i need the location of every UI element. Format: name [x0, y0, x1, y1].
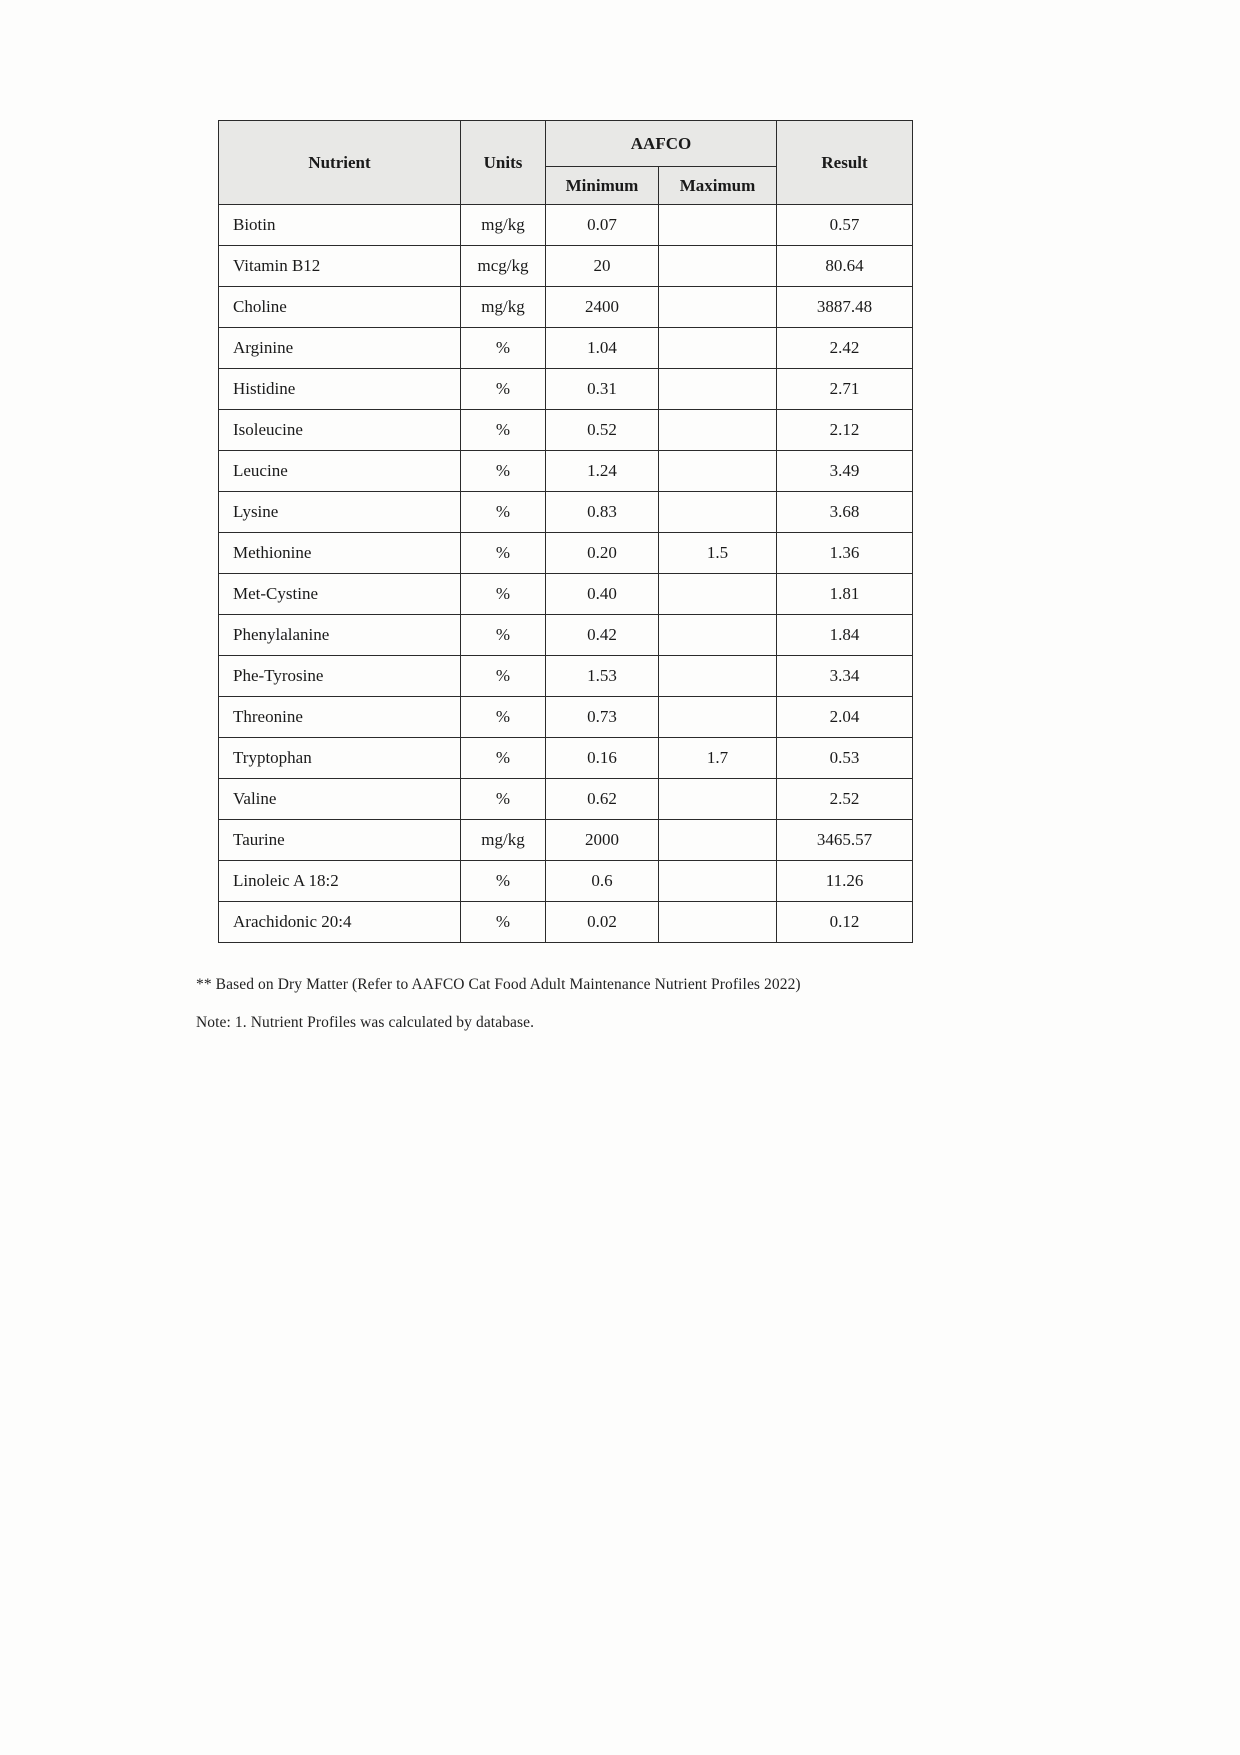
- table-row: [219, 574, 913, 615]
- table-row: [219, 205, 913, 246]
- cell-maximum: [659, 656, 777, 697]
- cell-nutrient: Choline: [219, 287, 461, 328]
- cell-result: 2.71: [777, 369, 913, 410]
- table-row: [219, 287, 913, 328]
- cell-minimum: 1.04: [546, 328, 659, 369]
- col-header-units: Units: [461, 121, 546, 205]
- cell-maximum: [659, 574, 777, 615]
- cell-nutrient: Linoleic A 18:2: [219, 861, 461, 902]
- cell-maximum: 1.7: [659, 738, 777, 779]
- cell-result: 0.57: [777, 205, 913, 246]
- cell-minimum: 0.07: [546, 205, 659, 246]
- cell-result: 1.84: [777, 615, 913, 656]
- col-header-maximum: Maximum: [659, 167, 777, 205]
- cell-nutrient: Methionine: [219, 533, 461, 574]
- cell-nutrient: Taurine: [219, 820, 461, 861]
- table-row: [219, 533, 913, 574]
- cell-maximum: [659, 246, 777, 287]
- cell-nutrient: Histidine: [219, 369, 461, 410]
- cell-nutrient: Phe-Tyrosine: [219, 656, 461, 697]
- cell-units: %: [461, 861, 546, 902]
- cell-units: %: [461, 492, 546, 533]
- cell-units: mcg/kg: [461, 246, 546, 287]
- cell-minimum: 1.24: [546, 451, 659, 492]
- table-row: [219, 492, 913, 533]
- cell-minimum: 0.83: [546, 492, 659, 533]
- table-row: [219, 369, 913, 410]
- cell-nutrient: Lysine: [219, 492, 461, 533]
- cell-minimum: 0.42: [546, 615, 659, 656]
- cell-nutrient: Valine: [219, 779, 461, 820]
- cell-units: mg/kg: [461, 820, 546, 861]
- cell-maximum: [659, 615, 777, 656]
- cell-minimum: 0.62: [546, 779, 659, 820]
- cell-units: %: [461, 410, 546, 451]
- cell-units: mg/kg: [461, 205, 546, 246]
- table-row: [219, 656, 913, 697]
- cell-nutrient: Tryptophan: [219, 738, 461, 779]
- cell-minimum: 20: [546, 246, 659, 287]
- cell-minimum: 0.02: [546, 902, 659, 943]
- cell-units: %: [461, 533, 546, 574]
- cell-minimum: 0.52: [546, 410, 659, 451]
- table-row: [219, 615, 913, 656]
- cell-maximum: [659, 492, 777, 533]
- footnotes: [196, 976, 996, 1052]
- cell-nutrient: Met-Cystine: [219, 574, 461, 615]
- table-row: [219, 820, 913, 861]
- cell-result: 1.81: [777, 574, 913, 615]
- cell-result: 2.12: [777, 410, 913, 451]
- cell-maximum: [659, 369, 777, 410]
- table-row: [219, 861, 913, 902]
- table-row: [219, 410, 913, 451]
- cell-maximum: [659, 410, 777, 451]
- cell-maximum: [659, 451, 777, 492]
- cell-units: %: [461, 656, 546, 697]
- table-row: [219, 697, 913, 738]
- col-header-minimum: Minimum: [546, 167, 659, 205]
- cell-units: %: [461, 328, 546, 369]
- nutrient-table: [218, 120, 913, 943]
- cell-maximum: [659, 820, 777, 861]
- note-dry-matter: ** Based on Dry Matter (Refer to AAFCO Cat Food Adult Maintenance Nutrient Profiles 2022): [196, 976, 801, 993]
- cell-minimum: 0.20: [546, 533, 659, 574]
- cell-result: 0.12: [777, 902, 913, 943]
- cell-nutrient: Biotin: [219, 205, 461, 246]
- cell-nutrient: Threonine: [219, 697, 461, 738]
- col-header-nutrient: Nutrient: [219, 121, 461, 205]
- cell-result: 2.42: [777, 328, 913, 369]
- cell-minimum: 2400: [546, 287, 659, 328]
- cell-minimum: 1.53: [546, 656, 659, 697]
- table-row: [219, 779, 913, 820]
- table-body: [219, 205, 913, 943]
- table-row: [219, 328, 913, 369]
- cell-maximum: [659, 861, 777, 902]
- cell-units: %: [461, 451, 546, 492]
- cell-result: 80.64: [777, 246, 913, 287]
- cell-maximum: [659, 697, 777, 738]
- cell-maximum: [659, 205, 777, 246]
- cell-nutrient: Phenylalanine: [219, 615, 461, 656]
- cell-result: 1.36: [777, 533, 913, 574]
- cell-result: 3.49: [777, 451, 913, 492]
- cell-nutrient: Arginine: [219, 328, 461, 369]
- cell-nutrient: Vitamin B12: [219, 246, 461, 287]
- cell-nutrient: Arachidonic 20:4: [219, 902, 461, 943]
- cell-units: %: [461, 615, 546, 656]
- table-row: [219, 902, 913, 943]
- cell-maximum: [659, 902, 777, 943]
- cell-result: 2.04: [777, 697, 913, 738]
- cell-result: 11.26: [777, 861, 913, 902]
- cell-nutrient: Isoleucine: [219, 410, 461, 451]
- table-row: [219, 738, 913, 779]
- cell-result: 3465.57: [777, 820, 913, 861]
- cell-minimum: 2000: [546, 820, 659, 861]
- cell-units: %: [461, 574, 546, 615]
- cell-result: 0.53: [777, 738, 913, 779]
- note-database: Note: 1. Nutrient Profiles was calculated by database.: [196, 1014, 535, 1031]
- table-row: [219, 451, 913, 492]
- table-row: [219, 246, 913, 287]
- cell-maximum: 1.5: [659, 533, 777, 574]
- cell-minimum: 0.6: [546, 861, 659, 902]
- cell-units: %: [461, 902, 546, 943]
- cell-maximum: [659, 779, 777, 820]
- cell-nutrient: Leucine: [219, 451, 461, 492]
- cell-units: %: [461, 369, 546, 410]
- cell-units: %: [461, 697, 546, 738]
- table-header: [219, 121, 913, 205]
- cell-units: %: [461, 738, 546, 779]
- cell-minimum: 0.40: [546, 574, 659, 615]
- col-header-aafco: AAFCO: [546, 121, 777, 167]
- cell-units: mg/kg: [461, 287, 546, 328]
- cell-result: 2.52: [777, 779, 913, 820]
- cell-minimum: 0.31: [546, 369, 659, 410]
- cell-minimum: 0.73: [546, 697, 659, 738]
- cell-result: 3.68: [777, 492, 913, 533]
- col-header-result: Result: [777, 121, 913, 205]
- cell-result: 3887.48: [777, 287, 913, 328]
- cell-result: 3.34: [777, 656, 913, 697]
- cell-units: %: [461, 779, 546, 820]
- cell-maximum: [659, 328, 777, 369]
- cell-maximum: [659, 287, 777, 328]
- cell-minimum: 0.16: [546, 738, 659, 779]
